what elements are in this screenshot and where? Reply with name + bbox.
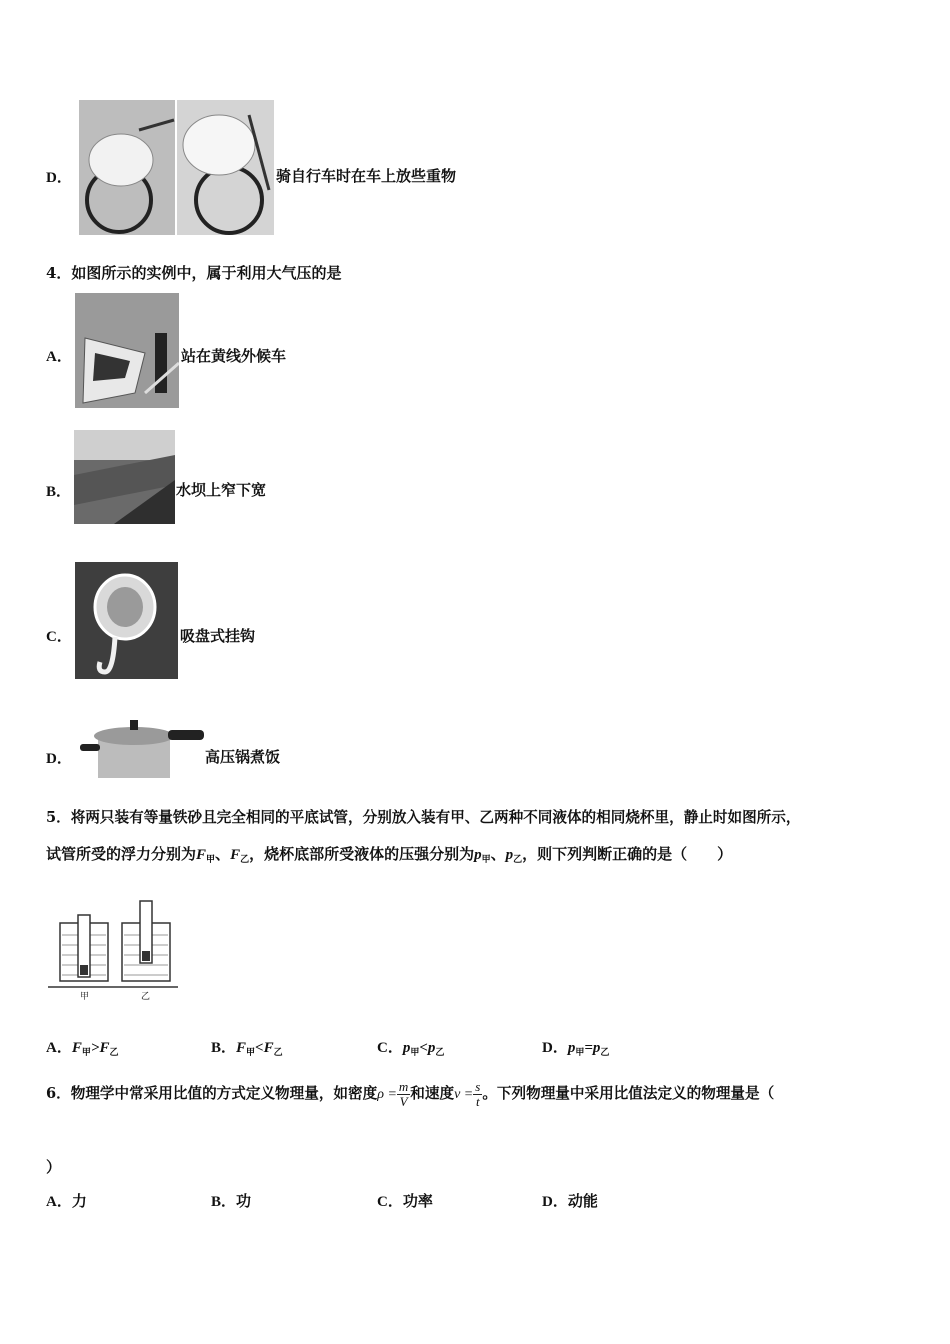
q3-option-d-text: 骑自行车时在车上放些重物 <box>276 167 457 185</box>
q5-option-d: D．$p_甲=p_乙$ <box>542 1040 610 1058</box>
q4-option-d-letter: D． <box>46 751 72 767</box>
q4-option-d-text: 高压锅煮饭 <box>205 748 281 766</box>
suction-hook-photo <box>75 562 178 679</box>
q4-option-a-letter: A． <box>46 349 72 365</box>
fig-label-yi: 乙 <box>141 992 151 1002</box>
q6-option-c: C．功率 <box>377 1192 433 1210</box>
q5-stem-line2: 试管所受的浮力分别为$F_甲$、$F_乙$，烧杯底部所受液体的压强分别为$p_甲$、$p_乙$，则下列判断正确的是（ ） <box>46 845 733 865</box>
q5-option-a: A．$F_甲>F_乙$ <box>46 1040 119 1058</box>
velocity-fraction: $\frac{s}{t}$ <box>475 1078 481 1109</box>
q6-option-d: D．动能 <box>542 1192 598 1210</box>
q4-option-b-letter: B． <box>46 484 72 500</box>
dam-photo <box>74 430 175 524</box>
train-platform-photo <box>75 293 179 408</box>
q6-stem-end: ） <box>46 1158 62 1176</box>
q4-option-a-text: 站在黄线外候车 <box>181 347 287 365</box>
q6-option-b: B．功 <box>211 1192 252 1210</box>
q4-option-c-text: 吸盘式挂钩 <box>180 627 256 645</box>
q3-option-d-letter: D． <box>46 170 72 186</box>
q5-option-c: C．$p_甲<p_乙$ <box>377 1040 445 1058</box>
q5-option-b: B．$F_甲<F_乙$ <box>211 1040 283 1058</box>
test-tube-beaker-figure <box>48 893 178 1003</box>
pressure-cooker-photo <box>80 718 204 778</box>
q6-option-a: A．力 <box>46 1192 87 1210</box>
bicycle-photo <box>79 100 274 235</box>
density-fraction: $\frac{m}{V}$ <box>398 1078 409 1109</box>
q4-option-b-text: 水坝上窄下宽 <box>176 481 267 499</box>
q5-stem-line1: 5．将两只装有等量铁砂且完全相同的平底试管，分别放入装有甲、乙两种不同液体的相同烧杯里，静止时如图所示， <box>46 809 801 826</box>
fig-label-jia: 甲 <box>80 992 90 1002</box>
q6-stem: 6．物理学中常采用比值的方式定义物理量，如密度ρ = $\frac{m}{V}$ 和速度v = $\frac{s}{t}$ 。下列物理量中采用比值法定义的物理量是（ <box>46 1078 775 1109</box>
q4-option-c-letter: C． <box>46 629 72 645</box>
q4-stem: 4．如图所示的实例中，属于利用大气压的是 <box>46 264 342 282</box>
